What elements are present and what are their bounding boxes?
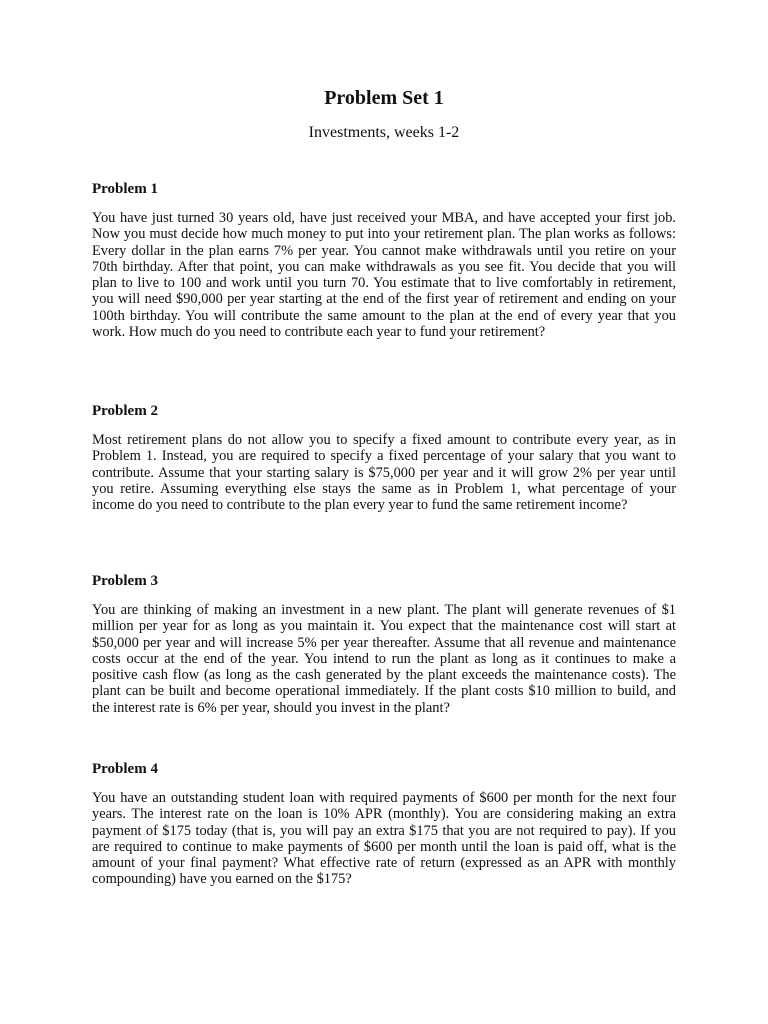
problem-1-text: You have just turned 30 years old, have just received your MBA, and have accepted your first job. Now you must decide how much money to put into your retirement plan. The plan works as follows: Every dollar in the plan earns 7% per year. You cannot make withdrawals until you retire on your 70th birthday. After that point, you can make withdrawals as you see fit. You decide that you will plan to live to 100 and work until you turn 70. You estimate that to live comfortably in retirement, you will need $90,000 per year starting at the end of the first year of retirement and ending on your 100th birthday. You will contribute the same amount to the plan at the end of every year that you work. How much do you need to contribute each year to fund your retirement? — [92, 210, 676, 341]
problem-1-section — [92, 180, 676, 340]
problem-4-text: You have an outstanding student loan with required payments of $600 per month for the next four years. The interest rate on the loan is 10% APR (monthly). You are considering making an extra payment of $175 today (that is, you will pay an extra $175 that you are not required to pay). If you are required to continue to make payments of $600 per month until the loan is paid off, what is the amount of your final payment? What effective rate of return (expressed as an APR with monthly compounding) have you earned on the $175? — [92, 790, 676, 888]
problem-4-section — [92, 760, 676, 888]
problem-1-heading: Problem 1 — [92, 181, 158, 197]
document-title: Problem Set 1 — [324, 87, 444, 109]
problem-2-section — [92, 402, 676, 513]
problem-3-text: You are thinking of making an investment in a new plant. The plant will generate revenues of $1 million per year for as long as you maintain it. You expect that the maintenance cost will start at $50,000 per year and will increase 5% per year thereafter. Assume that all revenue and maintenance costs occur at the end of the year. You intend to run the plant as long as it continues to make a positive cash flow (as long as the cash generated by the plant exceeds the maintenance costs). The plant can be built and become operational immediately. If the plant costs $10 million to build, and the interest rate is 6% per year, should you invest in the plant? — [92, 602, 676, 716]
problem-2-heading: Problem 2 — [92, 403, 158, 419]
problem-3-section — [92, 572, 676, 716]
problem-3-heading: Problem 3 — [92, 573, 158, 589]
problem-4-heading: Problem 4 — [92, 761, 158, 777]
problem-2-text: Most retirement plans do not allow you to specify a fixed amount to contribute every year, as in Problem 1. Instead, you are required to specify a fixed percentage of your salary that you want to contribute. Assume that your starting salary is $75,000 per year and it will grow 2% per year until you retire. Assuming everything else stays the same as in Problem 1, what percentage of your income do you need to contribute to the plan every year to fund the same retirement income? — [92, 432, 676, 514]
document-subtitle: Investments, weeks 1-2 — [308, 124, 460, 141]
